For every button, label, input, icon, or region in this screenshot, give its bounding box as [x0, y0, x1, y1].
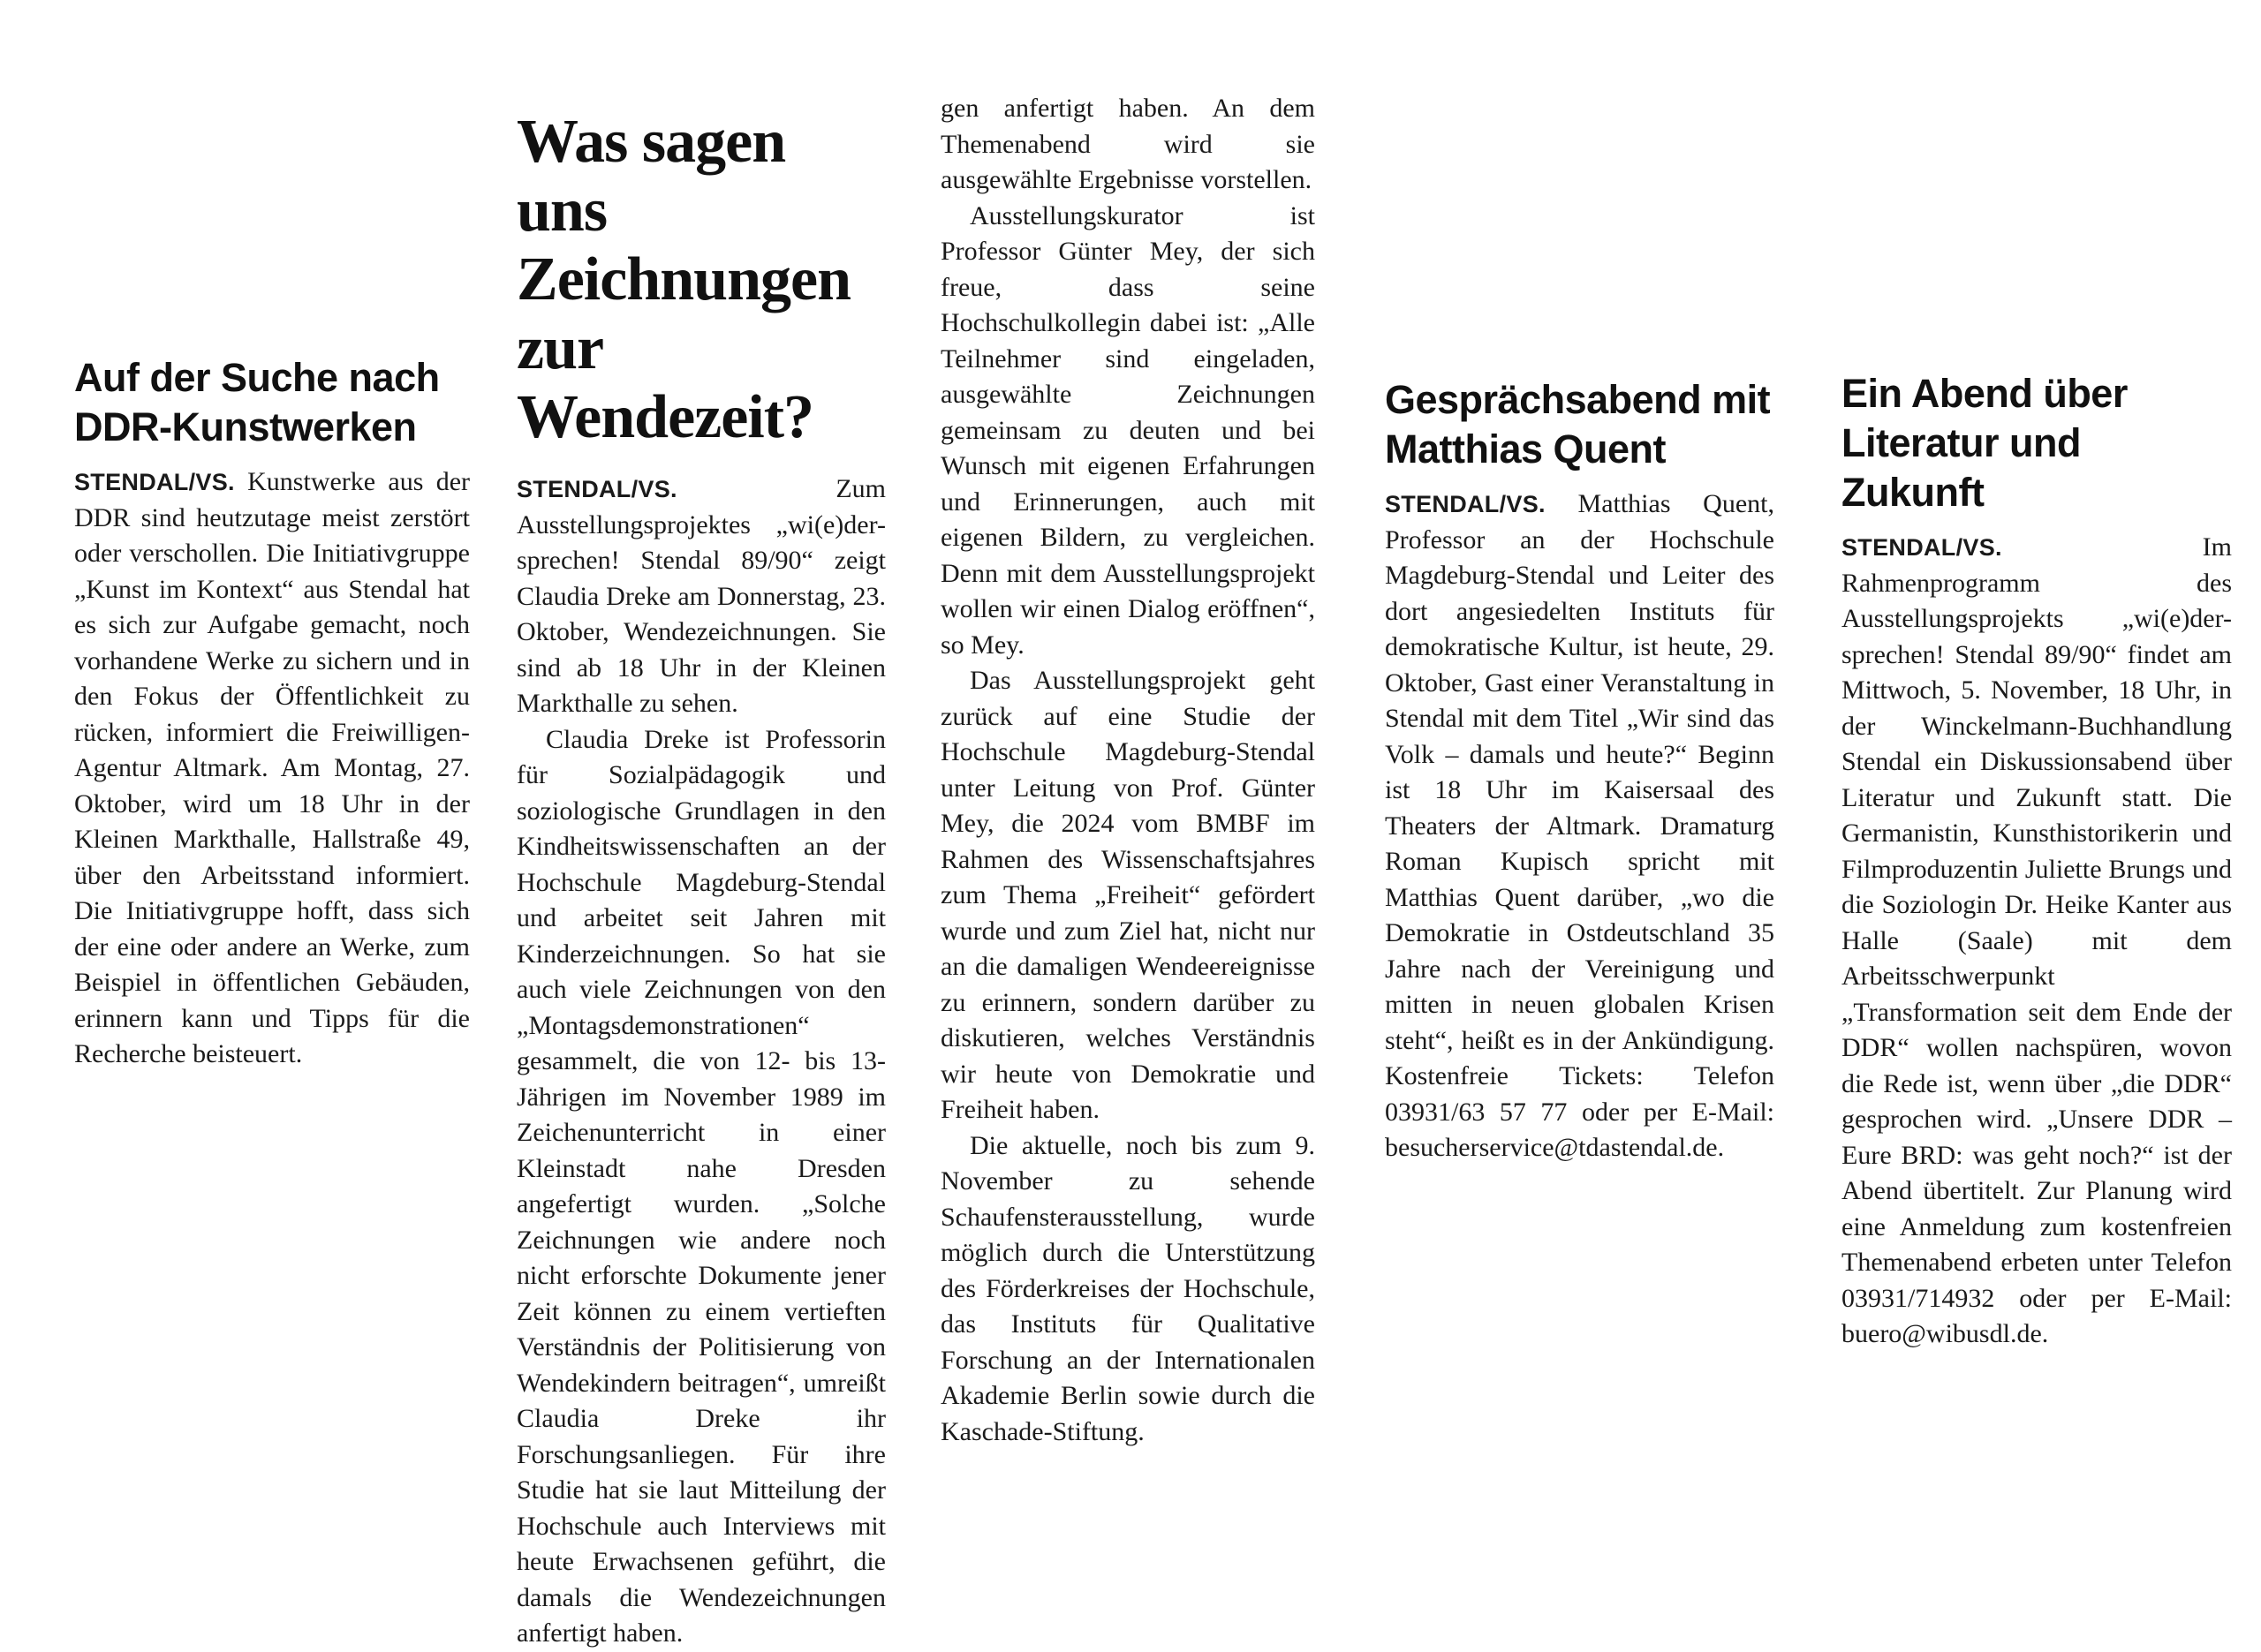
article-paragraph: gen anfertigt haben. An dem Themenabend wird sie ausgewählte Ergebnisse vorstellen. — [941, 94, 1315, 194]
paragraph-text: Im Rahmenprogramm des Ausstellungsprojekts „wi(e)der-sprechen! Stendal 89/90“ findet am Mittwoch, 5. November, 18 Uhr, in der Winckelmann-Buchhandlung Stendal ein Diskussionsabend über Literatur und Zukunft statt. Die Germanistin, Kunsthistorikerin und Filmproduzentin Juliette Brungs und die Soziologin Dr. Heike Kanter aus Halle (Saale) mit dem Arbeitsschwerpunkt „Transformation seit dem Ende der DDR“ wollen nachspüren, wovon die Rede ist, wenn über „die DDR“ gesprochen wird. „Unsere DDR – Eure BRD: was geht noch?“ ist der Abend übertitelt. Zur Planung wird eine Anmeldung zum kostenfreien Themenabend erbeten unter Telefon 03931/714932 oder per E-Mail: buero@wibusdl.de. — [1841, 532, 2232, 1348]
article-body — [517, 471, 886, 1648]
article-paragraph — [74, 464, 470, 1073]
article-paragraph: Das Ausstellungsprojekt geht zurück auf eine Studie der Hochschule Magdeburg-Stendal unter Leitung von Prof. Günter Mey, die 2024 vom BMBF im Rahmen des Wissenschaftsjahres zum Thema „Freiheit“ gefördert wurde und zum Ziel hat, nicht nur an die damaligen Wendeereignisse zu erinnern, sondern darüber zu diskutieren, welches Verständnis wir heute von Demokratie und Freiheit haben. — [941, 666, 1315, 1124]
dateline: STENDAL/VS. — [74, 469, 235, 495]
article-paragraph — [517, 471, 886, 722]
article-headline: Ein Abend über Literatur und Zukunft — [1841, 371, 2128, 515]
article-zeichnungen-wendezeit — [517, 108, 886, 1648]
article-paragraph: Claudia Dreke ist Professorin für Sozialpädagogik und soziologische Grundlagen in den Kindheitswissenschaften an der Hochschule Magdeburg-Stendal und arbeitet seit Jahren mit Kinderzeichnungen. So hat sie auch viele Zeichnungen von den „Montagsdemonstrationen“ gesammelt, die von 12- bis 13-Jährigen im November 1989 im Zeichenunterricht in einer Kleinstadt nahe Dresden angefertigt wurden. „Solche Zeichnungen wie andere noch nicht erforschte Dokumente jener Zeit können zu einem vertieften Verständnis der Politisierung von Wendekindern beitragen“, umreißt Claudia Dreke ihr Forschungsanliegen. Für ihre Studie hat sie laut Mitteilung der Hochschule auch Interviews mit heute Erwachsenen geführt, die damals die Wendezeichnungen anfertigt haben. — [517, 724, 886, 1648]
article-paragraph: Die aktuelle, noch bis zum 9. November zu sehende Schaufensterausstellung, wurde möglich durch die Unterstützung des Förderkreises der Hochschule, das Instituts für Qualitative Forschung an der Internationalen Akademie Berlin sowie durch die Kaschade-Stiftung. — [941, 1130, 1315, 1446]
article-literatur-zukunft — [1841, 369, 2232, 1353]
paragraph-text: Kunstwerke aus der DDR sind heutzutage meist zerstört oder verschollen. Die Initiativgruppe „Kunst im Kontext“ aus Stendal hat es sich zur Aufgabe gemacht, noch vorhandene Werke zu sichern und in den Fokus der Öffentlichkeit zu rücken, informiert die Freiwilligen-Agentur Altmark. Am Montag, 27. Oktober, wird um 18 Uhr in der Kleinen Markthalle, Hallstraße 49, über den Arbeitsstand informiert. Die Initiativgruppe hofft, dass sich der eine oder andere an Werke, zum Beispiel in öffentlichen Gebäuden, erinnern kann und Tipps für die Recherche beisteuert. — [74, 467, 471, 1068]
article-ddr-kunstwerke — [74, 353, 470, 1073]
paragraph-text: Zum Ausstellungsprojektes „wi(e)der-sprechen! Stendal 89/90“ zeigt Claudia Dreke am Donnerstag, 23. Oktober, Wendezeichnungen. Sie sind ab 18 Uhr in der Kleinen Markthalle zu sehen. — [517, 474, 886, 718]
dateline: STENDAL/VS. — [517, 476, 677, 502]
article-headline: Was sagen uns Zeichnungen zur Wendezeit? — [517, 108, 851, 451]
article-continuation — [941, 91, 1315, 1450]
article-paragraph: Ausstellungskurator ist Professor Günter Mey, der sich freue, dass seine Hochschulkollegin dabei ist: „Alle Teilnehmer sind eingeladen, ausgewählte Zeichnungen gemeinsam zu deuten und bei Wunsch mit eigenen Erfahrungen und Erinnerungen, auch mit eigenen Bildern, zu vergleichen. Denn mit dem Ausstellungsprojekt wollen wir einen Dialog eröffnen“, so Mey. — [941, 200, 1315, 660]
article-headline: Auf der Suche nach DDR-Kunstwerken — [74, 355, 440, 449]
dateline: STENDAL/VS. — [1841, 534, 2002, 561]
article-paragraph — [1841, 530, 2232, 1353]
article-matthias-quent — [1385, 375, 1774, 1166]
article-headline: Gesprächsabend mit Matthias Quent — [1385, 377, 1771, 471]
article-paragraph — [1385, 487, 1774, 1166]
dateline: STENDAL/VS. — [1385, 491, 1546, 517]
paragraph-text: Matthias Quent, Professor an der Hochschule Magdeburg-Stendal und Leiter des dort angesiedelten Instituts für demokratische Kultur, ist heute, 29. Oktober, Gast einer Veranstaltung in Stendal mit dem Titel „Wir sind das Volk – damals und heute?“ Beginn ist 18 Uhr im Kaisersaal des Theaters der Altmark. Dramaturg Roman Kupisch spricht mit Matthias Quent darüber, „wo die Demokratie in Ostdeutschland 35 Jahre nach der Vereinigung und mitten in neuen globalen Krisen steht“, heißt es in der Ankündigung. Kostenfreie Tickets: Telefon 03931/63 57 77 oder per E-Mail: besucherservice@tdastendal.de. — [1385, 489, 1774, 1162]
